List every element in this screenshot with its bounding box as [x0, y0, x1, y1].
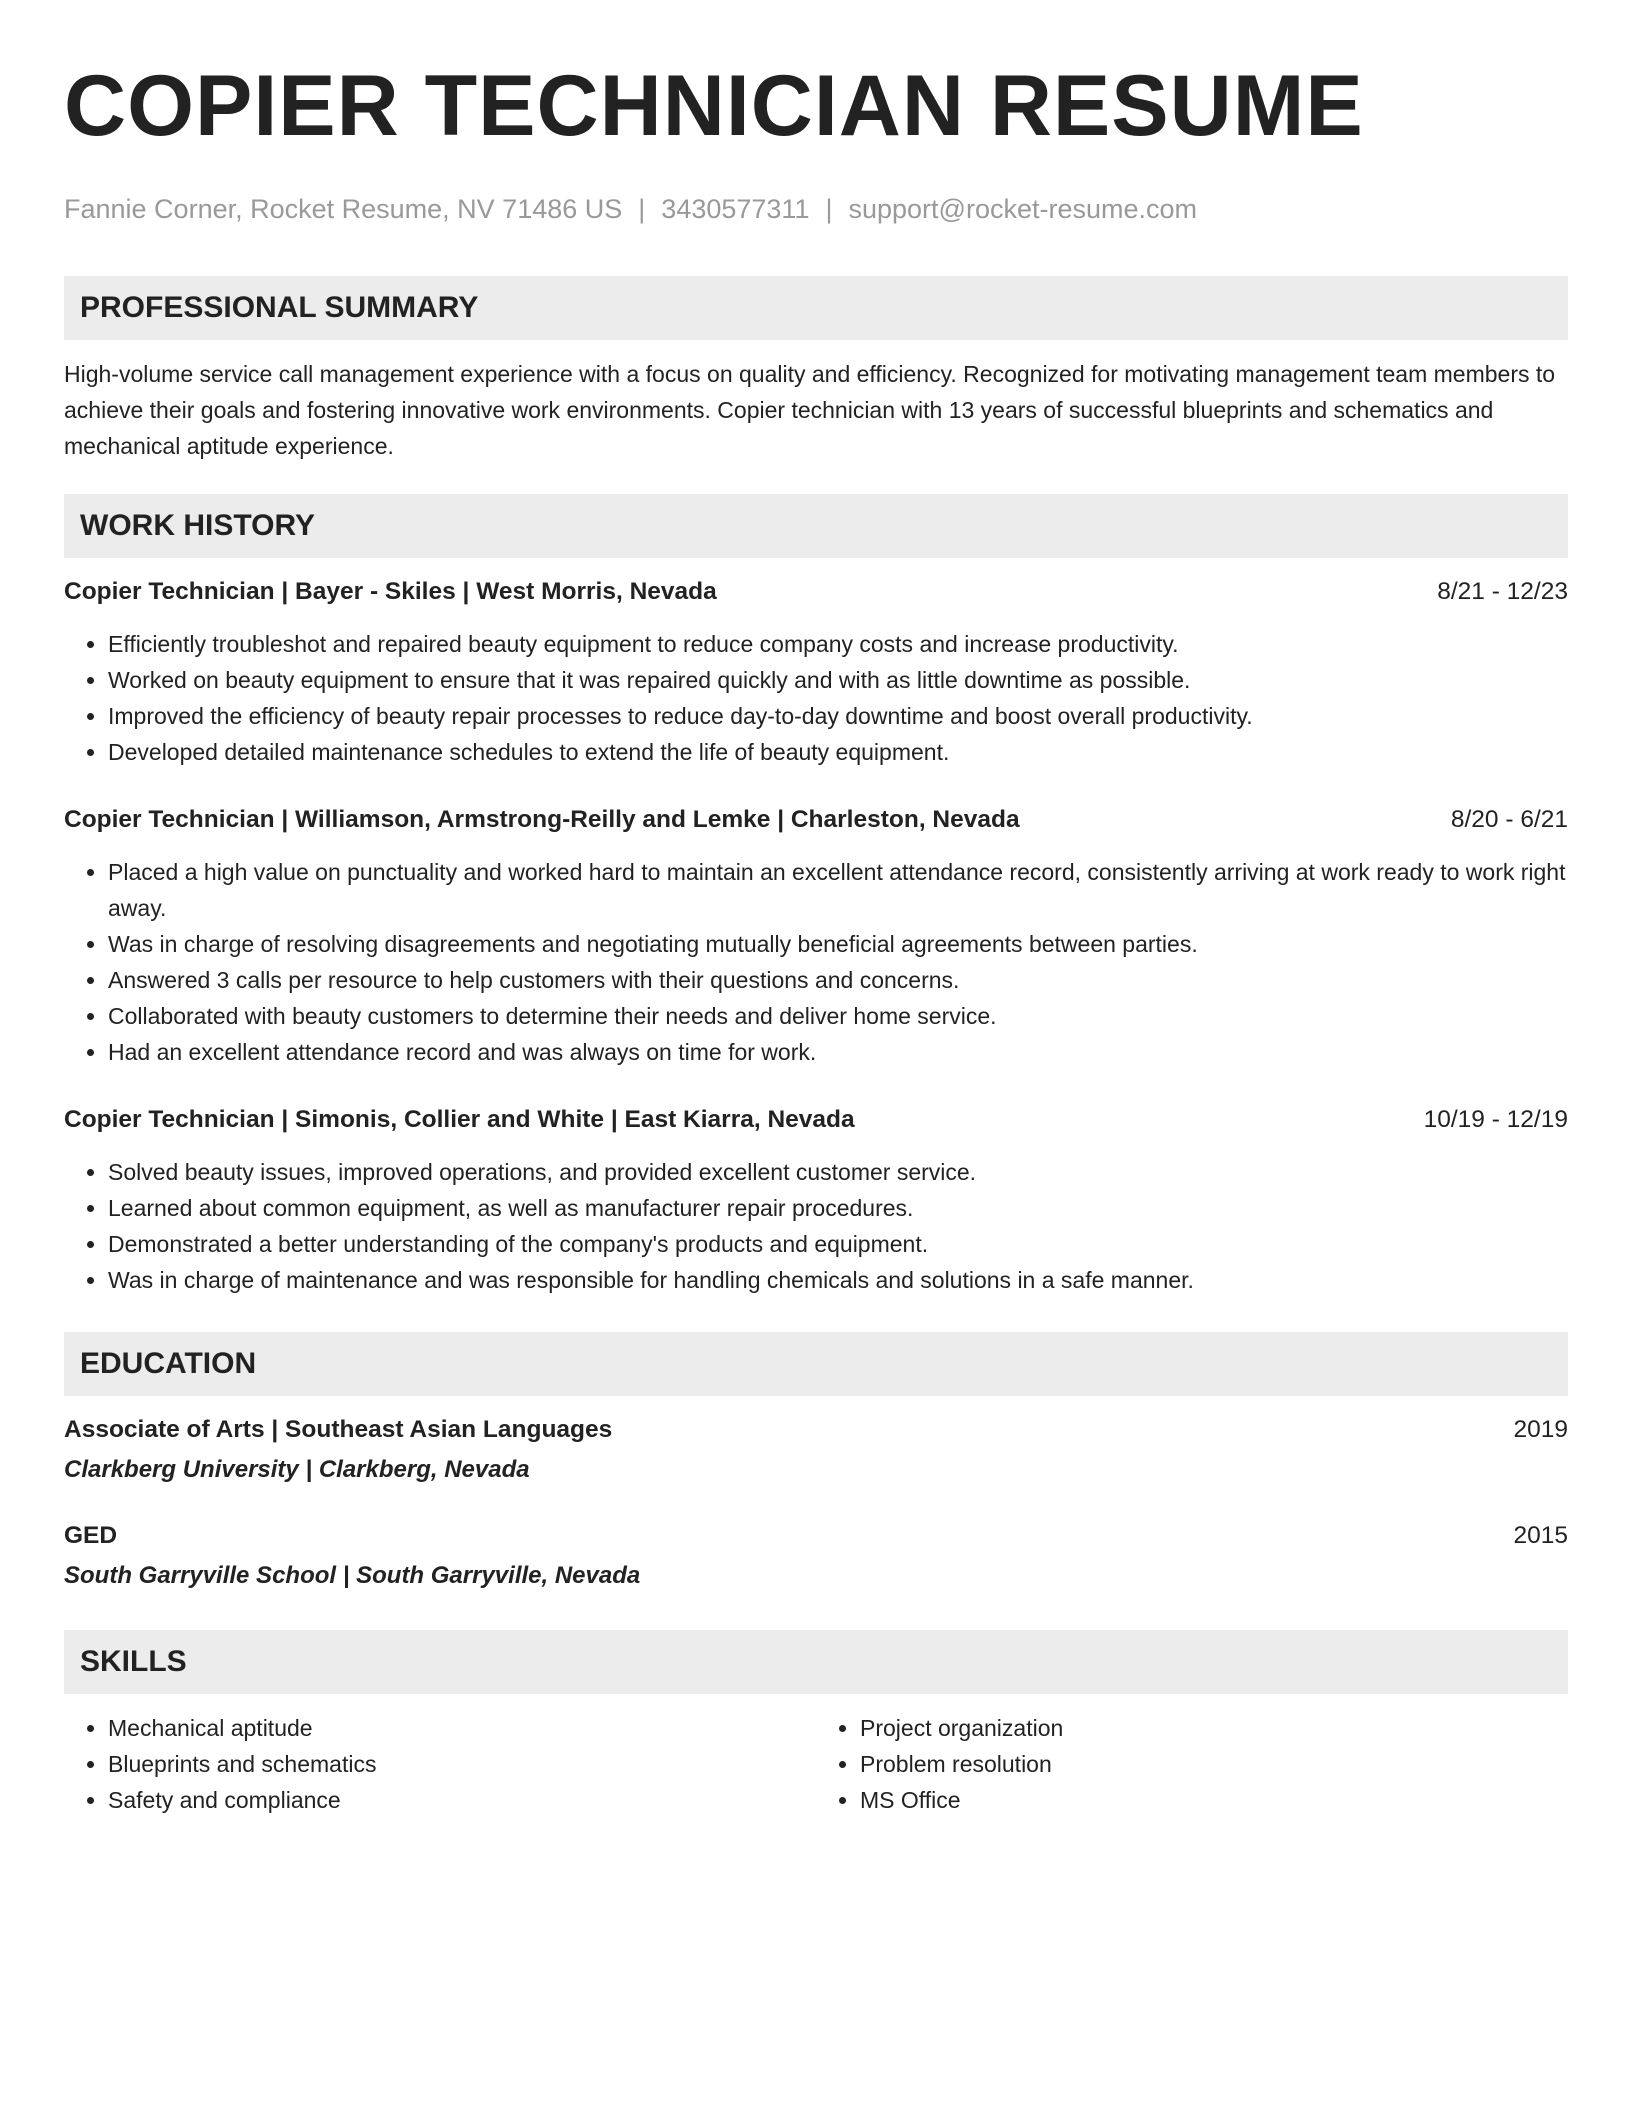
skills-list-right: [816, 1710, 1568, 1818]
contact-address: Fannie Corner, Rocket Resume, NV 71486 US: [64, 194, 623, 224]
skill-item: • Project organization: [860, 1710, 1568, 1746]
list-item: • Developed detailed maintenance schedules to extend the life of beauty equipment.: [108, 734, 1568, 770]
contact-separator: |: [825, 194, 833, 224]
skills-heading: SKILLS: [64, 1630, 1568, 1694]
job-dates: 8/21 - 12/23: [1437, 578, 1568, 605]
skill-item: • Safety and compliance: [108, 1782, 816, 1818]
job-header: [64, 574, 1568, 610]
education-entry: [64, 1412, 1568, 1488]
list-item: • Efficiently troubleshot and repaired beauty equipment to reduce company costs and increase productivity.: [108, 626, 1568, 662]
skill-item: • MS Office: [860, 1782, 1568, 1818]
degree-title: Associate of Arts | Southeast Asian Languages: [64, 1416, 613, 1443]
skill-item: • Mechanical aptitude: [108, 1710, 816, 1746]
job-header: [64, 1102, 1568, 1138]
education-entry: [64, 1518, 1568, 1594]
education-year: 2015: [1513, 1522, 1568, 1549]
skill-item: • Blueprints and schematics: [108, 1746, 816, 1782]
list-item: • Answered 3 calls per resource to help customers with their questions and concerns.: [108, 962, 1568, 998]
job-entry: [64, 574, 1568, 770]
education-year: 2019: [1513, 1416, 1568, 1443]
list-item: • Demonstrated a better understanding of the company's products and equipment.: [108, 1226, 1568, 1262]
degree-title: GED: [64, 1522, 118, 1549]
skills-columns: [64, 1710, 1568, 1818]
list-item: • Improved the efficiency of beauty repair processes to reduce day-to-day downtime and boost overall productivity.: [108, 698, 1568, 734]
list-item: • Solved beauty issues, improved operations, and provided excellent customer service.: [108, 1154, 1568, 1190]
school-name: Clarkberg University | Clarkberg, Nevada: [64, 1456, 530, 1483]
education-heading: EDUCATION: [64, 1332, 1568, 1396]
job-entry: [64, 1102, 1568, 1298]
list-item: • Was in charge of resolving disagreements and negotiating mutually beneficial agreements between parties.: [108, 926, 1568, 962]
skills-list-left: [64, 1710, 816, 1818]
job-title: Copier Technician | Bayer - Skiles | West Morris, Nevada: [64, 578, 717, 605]
job-header: [64, 802, 1568, 838]
education-header: [64, 1518, 1568, 1554]
list-item: • Was in charge of maintenance and was responsible for handling chemicals and solutions in a safe manner.: [108, 1262, 1568, 1298]
school-name: South Garryville School | South Garryville, Nevada: [64, 1562, 641, 1589]
job-bullets: [64, 626, 1568, 770]
contact-line: [64, 192, 1568, 226]
job-dates: 8/20 - 6/21: [1450, 806, 1568, 833]
summary-heading: PROFESSIONAL SUMMARY: [64, 276, 1568, 340]
contact-separator: |: [638, 194, 646, 224]
work-history-heading: WORK HISTORY: [64, 494, 1568, 558]
list-item: • Had an excellent attendance record and was always on time for work.: [108, 1034, 1568, 1070]
job-entry: [64, 802, 1568, 1070]
job-bullets: [64, 1154, 1568, 1298]
resume-title: COPIER TECHNICIAN RESUME: [64, 58, 1364, 154]
skill-item: • Problem resolution: [860, 1746, 1568, 1782]
list-item: • Placed a high value on punctuality and worked hard to maintain an excellent attendance record, consistently arriving at work ready to work right away.: [108, 854, 1568, 926]
job-dates: 10/19 - 12/19: [1423, 1106, 1568, 1133]
list-item: • Worked on beauty equipment to ensure that it was repaired quickly and with as little downtime as possible.: [108, 662, 1568, 698]
list-item: • Collaborated with beauty customers to determine their needs and deliver home service.: [108, 998, 1568, 1034]
list-item: • Learned about common equipment, as well as manufacturer repair procedures.: [108, 1190, 1568, 1226]
contact-email[interactable]: support@rocket-resume.com: [848, 194, 1198, 224]
contact-phone: 3430577311: [661, 194, 810, 224]
summary-text: High-volume service call management experience with a focus on quality and efficiency. Recognized for motivating management team members to achieve their goals and fostering innovative work environments. Copier technician with 13 years of successful blueprints and schematics and mechanical aptitude experience.: [64, 361, 1556, 459]
job-title: Copier Technician | Williamson, Armstrong-Reilly and Lemke | Charleston, Nevada: [64, 806, 1020, 833]
job-title: Copier Technician | Simonis, Collier and White | East Kiarra, Nevada: [64, 1106, 855, 1133]
job-bullets: [64, 854, 1568, 1070]
education-header: [64, 1412, 1568, 1448]
